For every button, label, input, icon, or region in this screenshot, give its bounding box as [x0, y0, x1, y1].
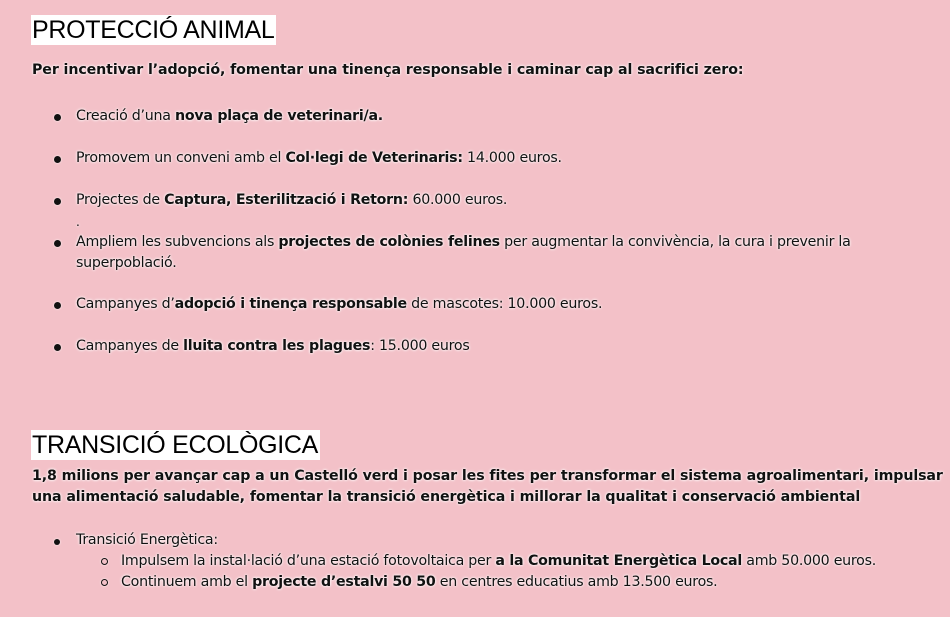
list-item [76, 190, 916, 211]
item-bold-text: a la Comunitat Energètica Local [495, 553, 742, 569]
item-text: en centres educatius amb 13.500 euros. [435, 574, 718, 590]
list-item [76, 530, 916, 551]
sub-list-item [121, 551, 941, 572]
section-intro [32, 466, 943, 508]
item-bold-text: adopció i tinença responsable [174, 296, 407, 312]
list-item [76, 106, 916, 127]
section-title: PROTECCIÓ ANIMAL [32, 16, 275, 44]
list-item [76, 336, 916, 357]
item-text: Campanyes de [76, 338, 184, 354]
item-text: Promovem un conveni amb el [76, 150, 286, 166]
item-text: amb 50.000 euros. [742, 553, 877, 569]
item-bold-text: projecte d’estalvi 50 50 [252, 574, 436, 590]
item-text: 14.000 euros. [462, 150, 562, 166]
item-text: Ampliem les subvencions als [76, 234, 279, 250]
item-bold-text: Col·legi de Veterinaris: [285, 150, 463, 166]
item-text: Impulsem la instal·lació d’una estació fotovoltaica per [121, 553, 496, 569]
item-text: Transició Energètica: [76, 532, 218, 548]
item-bold-text: projectes de colònies felines [278, 234, 500, 250]
section-intro: Per incentivar l’adopció, fomentar una tinença responsable i caminar cap al sacrifici zero: [32, 62, 744, 78]
section-title: TRANSICIÓ ECOLÒGICA [32, 431, 319, 459]
item-text: Projectes de [76, 192, 165, 208]
list-item [76, 232, 916, 274]
item-bold-text: lluita contra les plagues [183, 338, 371, 354]
circle-bullet-icon [101, 579, 108, 586]
item-text: 60.000 euros. [408, 192, 508, 208]
item-bold-text: Captura, Esterilització i Retorn: [164, 192, 409, 208]
item-text: : 15.000 euros [370, 338, 470, 354]
item-text: Creació d’una [76, 108, 175, 124]
bullet-icon [54, 302, 61, 309]
item-text: Continuem amb el [121, 574, 253, 590]
bullet-icon [54, 344, 61, 351]
stray-dot: . [76, 215, 80, 229]
bullet-icon [54, 539, 60, 545]
intro-line: una alimentació saludable, fomentar la transició energètica i millorar la qualitat i conservació ambiental [32, 489, 861, 505]
bullet-icon [54, 198, 61, 205]
list-item [76, 148, 916, 169]
bullet-icon [54, 156, 61, 163]
bullet-icon [54, 114, 61, 121]
intro-line: 1,8 milions per avançar cap a un Castelló verd i posar les fites per transformar el sistema agroalimentari, impulsar [32, 468, 943, 484]
bullet-icon [54, 240, 61, 247]
list-item [76, 294, 916, 315]
sub-list-item [121, 572, 941, 593]
item-bold-text: nova plaça de veterinari/a. [175, 108, 383, 124]
item-text: Campanyes d’ [76, 296, 175, 312]
circle-bullet-icon [101, 558, 108, 565]
item-text: per augmentar la convivència, la cura i prevenir la superpoblació. [76, 234, 851, 271]
item-text: de mascotes: 10.000 euros. [406, 296, 603, 312]
